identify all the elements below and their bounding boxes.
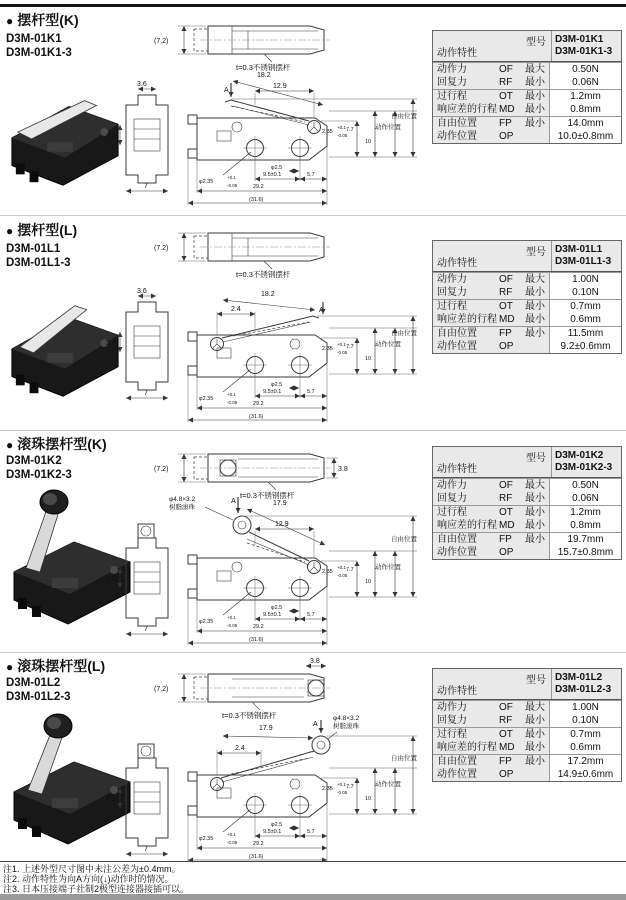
- front-view: [188, 715, 418, 862]
- free-position-label: 自由位置: [391, 536, 417, 543]
- dim-label: φ2.35: [199, 836, 214, 842]
- table-row: 回复力 RF 最小 0.10N: [433, 714, 621, 727]
- dim-label: 2.5: [106, 576, 116, 583]
- dim-label: 2.5: [106, 133, 116, 140]
- table-row: 动作力 OF 最大 0.50N: [433, 478, 621, 492]
- dim-tolerance: +0.1: [227, 175, 236, 180]
- model-list: [6, 32, 72, 60]
- section-roller-lever-k: [0, 430, 626, 652]
- model-number: D3M-01K2: [6, 455, 62, 467]
- dim-label: 9.5±0.1: [263, 172, 282, 178]
- model-number: D3M-01L1-3: [6, 257, 71, 269]
- table-model: D3M-01L1-3: [555, 256, 612, 267]
- top-view: [154, 454, 348, 500]
- lever-material-note: t=0.3不锈钢摆杆: [236, 63, 291, 72]
- model-list: [6, 242, 71, 270]
- characteristics-label: 动作特性: [437, 258, 477, 269]
- lever: [222, 316, 319, 342]
- top-view: [154, 26, 330, 72]
- dim-tolerance: +0.1: [337, 125, 346, 130]
- dim-label: φ2.35: [199, 619, 214, 625]
- model-number: D3M-01K1: [6, 33, 62, 45]
- dim-label: 7.7: [346, 784, 354, 790]
- operating-position-label: 动作位置: [375, 564, 401, 571]
- table-row: 回复力 RF 最小 0.06N: [433, 492, 621, 505]
- table-row: 动作力 OF 最大 1.00N: [433, 700, 621, 714]
- dim-label: (7.2): [154, 38, 169, 45]
- table-row: 自由位置 FP 最小 19.7mm: [433, 532, 621, 546]
- lever-material-note: t=0.3不锈钢摆杆: [240, 491, 295, 500]
- bullet-icon: ●: [6, 14, 14, 28]
- dim-label: φ2.5: [271, 605, 283, 611]
- dim-label: 2.35: [322, 129, 333, 135]
- dim-label: 10: [365, 356, 372, 362]
- dim-label: 3.6: [137, 81, 147, 88]
- section-roller-lever-l: [0, 652, 626, 862]
- table-model: D3M-01K1: [555, 34, 604, 45]
- spec-table: [432, 30, 622, 144]
- dim-label: (7.2): [154, 245, 169, 252]
- dim-label: 5.7: [307, 829, 315, 835]
- roller-size-label: φ4.8×3.2: [333, 715, 360, 722]
- dim-label: 29.2: [253, 841, 264, 847]
- dim-label: 9.5±0.1: [263, 389, 282, 395]
- section-lever-k: [0, 8, 626, 215]
- spec-table-header: [433, 669, 621, 700]
- dim-label: 17.9: [259, 725, 273, 732]
- dim-label: (7.2): [154, 686, 169, 693]
- dimension-drawing: [92, 20, 432, 218]
- spec-table-header: [433, 31, 621, 62]
- lever-material-note: t=0.3不锈钢摆杆: [236, 270, 291, 279]
- dim-tolerance: -0.05: [337, 573, 348, 578]
- table-row: 动作位置 OP 14.9±0.6mm: [433, 768, 621, 781]
- section-title: [6, 656, 105, 676]
- dim-label: φ2.5: [271, 822, 283, 828]
- dim-label: φ2.5: [271, 165, 283, 171]
- dim-label: 5.7: [307, 612, 315, 618]
- section-title-text: 摆杆型(K): [17, 12, 79, 28]
- dimension-drawing: [92, 442, 432, 647]
- section-title-text: 滚珠摆杆型(K): [17, 436, 107, 452]
- model-number: D3M-01L2: [6, 677, 61, 689]
- model-col-label: 型号: [526, 453, 546, 464]
- dim-tolerance: +0.1: [337, 782, 346, 787]
- dim-label: (31.6): [249, 197, 264, 203]
- operating-position-label: 动作位置: [375, 341, 401, 348]
- model-number: D3M-01K2-3: [6, 469, 72, 481]
- table-row: 响应差的行程 MD 最小 0.8mm: [433, 519, 621, 532]
- table-row: 过行程 OT 最小 0.7mm: [433, 299, 621, 313]
- lever: [225, 100, 309, 125]
- table-row: 回复力 RF 最小 0.06N: [433, 76, 621, 89]
- spec-table-header: [433, 241, 621, 272]
- dim-label: 2.35: [322, 569, 333, 575]
- section-title-text: 摆杆型(L): [17, 222, 78, 238]
- section-title-text: 滚珠摆杆型(L): [17, 658, 106, 674]
- model-col-label: 型号: [526, 37, 546, 48]
- side-view: [106, 744, 168, 854]
- dim-label: 7: [144, 846, 148, 853]
- dim-label: 7.7: [346, 567, 354, 573]
- bullet-icon: ●: [6, 438, 14, 452]
- dim-tolerance: -0.05: [337, 790, 348, 795]
- model-col-label: 型号: [526, 247, 546, 258]
- dim-label: 9.5±0.1: [263, 829, 282, 835]
- dim-label: 7.7: [346, 344, 354, 350]
- dim-label: (31.6): [249, 414, 264, 420]
- dim-label: 3.8: [338, 466, 348, 473]
- dim-label: 2.4: [231, 306, 241, 313]
- spec-table: [432, 668, 622, 782]
- dim-tolerance: -0.05: [227, 183, 238, 188]
- dim-label: 18.2: [261, 291, 275, 298]
- table-row: 动作位置 OP 10.0±0.8mm: [433, 130, 621, 143]
- bullet-icon: ●: [6, 660, 14, 674]
- table-row: 自由位置 FP 最小 17.2mm: [433, 754, 621, 768]
- point-a-label: A: [319, 307, 324, 314]
- model-number: D3M-01L1: [6, 243, 61, 255]
- point-a-label: A: [231, 498, 236, 505]
- operating-position-label: 动作位置: [375, 781, 401, 788]
- model-number: D3M-01K1-3: [6, 47, 72, 59]
- dim-label: 18.2: [257, 72, 271, 79]
- dimension-drawing: [92, 227, 432, 425]
- table-model: D3M-01L2: [555, 672, 603, 683]
- footer-rule: [0, 861, 626, 862]
- dim-tolerance: -0.05: [227, 400, 238, 405]
- dim-label: (31.6): [249, 854, 264, 860]
- dim-label: φ2.5: [271, 382, 283, 388]
- dimension-drawing: [92, 658, 432, 866]
- model-list: [6, 454, 72, 482]
- footnote: 注1. 上述外型尺寸图中未注公差为±0.4mm。: [3, 864, 181, 874]
- top-view: [154, 233, 330, 279]
- top-view: [154, 658, 330, 720]
- side-view: [106, 288, 168, 398]
- lever-material-note: t=0.3不锈钢摆杆: [222, 711, 277, 720]
- dim-label: 7: [144, 390, 148, 397]
- dim-tolerance: +0.1: [227, 392, 236, 397]
- table-row: 动作位置 OP 15.7±0.8mm: [433, 546, 621, 559]
- footnotes: [3, 864, 189, 894]
- footnote: 注2. 动作特性为向A方向(↓)动作时的情况。: [3, 874, 174, 884]
- dim-label: 7: [144, 183, 148, 190]
- roller-size-label: φ4.8×3.2: [169, 496, 196, 503]
- table-row: 回复力 RF 最小 0.10N: [433, 286, 621, 299]
- dim-label: 10: [365, 139, 372, 145]
- dim-label: 2.5: [106, 796, 116, 803]
- free-position-label: 自由位置: [391, 755, 417, 762]
- dim-tolerance: -0.05: [337, 350, 348, 355]
- roller-material-label: 树脂滚珠: [333, 723, 359, 730]
- dim-label: 7: [144, 626, 148, 633]
- front-view: [169, 496, 418, 645]
- section-lever-l: [0, 215, 626, 430]
- side-view: [106, 524, 168, 634]
- free-position-label: 自由位置: [391, 330, 417, 337]
- dim-label: 5.7: [307, 389, 315, 395]
- roller-material-label: 树脂滚珠: [169, 504, 195, 511]
- operating-position-label: 动作位置: [375, 124, 401, 131]
- dim-label: 29.2: [253, 184, 264, 190]
- table-row: 过行程 OT 最小 1.2mm: [433, 505, 621, 519]
- model-col-label: 型号: [526, 675, 546, 686]
- table-row: 过行程 OT 最小 0.7mm: [433, 727, 621, 741]
- table-row: 响应差的行程 MD 最小 0.8mm: [433, 103, 621, 116]
- dim-label: 17.9: [273, 500, 287, 507]
- dim-label: 9.5±0.1: [263, 612, 282, 618]
- dim-label: 3.6: [137, 288, 147, 295]
- table-row: 动作位置 OP 9.2±0.6mm: [433, 340, 621, 353]
- dim-label: 2.35: [322, 346, 333, 352]
- table-model: D3M-01L1: [555, 244, 603, 255]
- dim-label: 7.7: [346, 127, 354, 133]
- table-row: 响应差的行程 MD 最小 0.6mm: [433, 313, 621, 326]
- dim-label: 10: [365, 796, 372, 802]
- point-a-label: A: [313, 721, 318, 728]
- table-row: 动作力 OF 最大 1.00N: [433, 272, 621, 286]
- table-model: D3M-01L2-3: [555, 684, 612, 695]
- front-view: [188, 72, 418, 205]
- table-row: 动作力 OF 最大 0.50N: [433, 62, 621, 76]
- section-title: [6, 220, 77, 240]
- front-view: [188, 291, 418, 422]
- page-bottom-bar: [0, 894, 626, 900]
- spec-table-header: [433, 447, 621, 478]
- section-title: [6, 10, 79, 30]
- bullet-icon: ●: [6, 224, 14, 238]
- dim-label: 2.5: [106, 340, 116, 347]
- characteristics-label: 动作特性: [437, 48, 477, 59]
- model-number: D3M-01L2-3: [6, 691, 71, 703]
- side-view: [106, 81, 168, 191]
- table-row: 过行程 OT 最小 1.2mm: [433, 89, 621, 103]
- dim-tolerance: +0.1: [227, 615, 236, 620]
- dim-label: 3.8: [310, 658, 320, 665]
- dim-tolerance: -0.05: [227, 840, 238, 845]
- dim-label: (7.2): [154, 466, 169, 473]
- dim-label: φ2.35: [199, 396, 214, 402]
- dim-label: 29.2: [253, 624, 264, 630]
- dim-tolerance: +0.1: [337, 342, 346, 347]
- table-model: D3M-01K2-3: [555, 462, 613, 473]
- table-model: D3M-01K2: [555, 450, 604, 461]
- spec-table: [432, 240, 622, 354]
- table-row: 响应差的行程 MD 最小 0.6mm: [433, 741, 621, 754]
- characteristics-label: 动作特性: [437, 464, 477, 475]
- dim-label: 2.4: [235, 745, 245, 752]
- dim-label: 29.2: [253, 401, 264, 407]
- dim-label: 5.7: [307, 172, 315, 178]
- dim-label: (31.6): [249, 637, 264, 643]
- table-row: 自由位置 FP 最小 11.5mm: [433, 326, 621, 340]
- free-position-label: 自由位置: [391, 113, 417, 120]
- point-a-label: A: [224, 87, 229, 94]
- footnote: 注3. 日本压接端子社制2极型连接器接插可以。: [3, 884, 190, 894]
- dim-tolerance: -0.05: [227, 623, 238, 628]
- dim-tolerance: +0.1: [227, 832, 236, 837]
- dim-label: 2.35: [322, 786, 333, 792]
- table-row: 自由位置 FP 最小 14.0mm: [433, 116, 621, 130]
- dim-label: φ2.35: [199, 179, 214, 185]
- dim-tolerance: +0.1: [337, 565, 346, 570]
- dim-label: 10: [365, 579, 372, 585]
- dim-label: 12.9: [273, 83, 287, 90]
- spec-table: [432, 446, 622, 560]
- page-top-rule: [0, 4, 626, 7]
- table-model: D3M-01K1-3: [555, 46, 613, 57]
- dim-label: 12.9: [275, 521, 289, 528]
- dim-tolerance: -0.05: [337, 133, 348, 138]
- characteristics-label: 动作特性: [437, 686, 477, 697]
